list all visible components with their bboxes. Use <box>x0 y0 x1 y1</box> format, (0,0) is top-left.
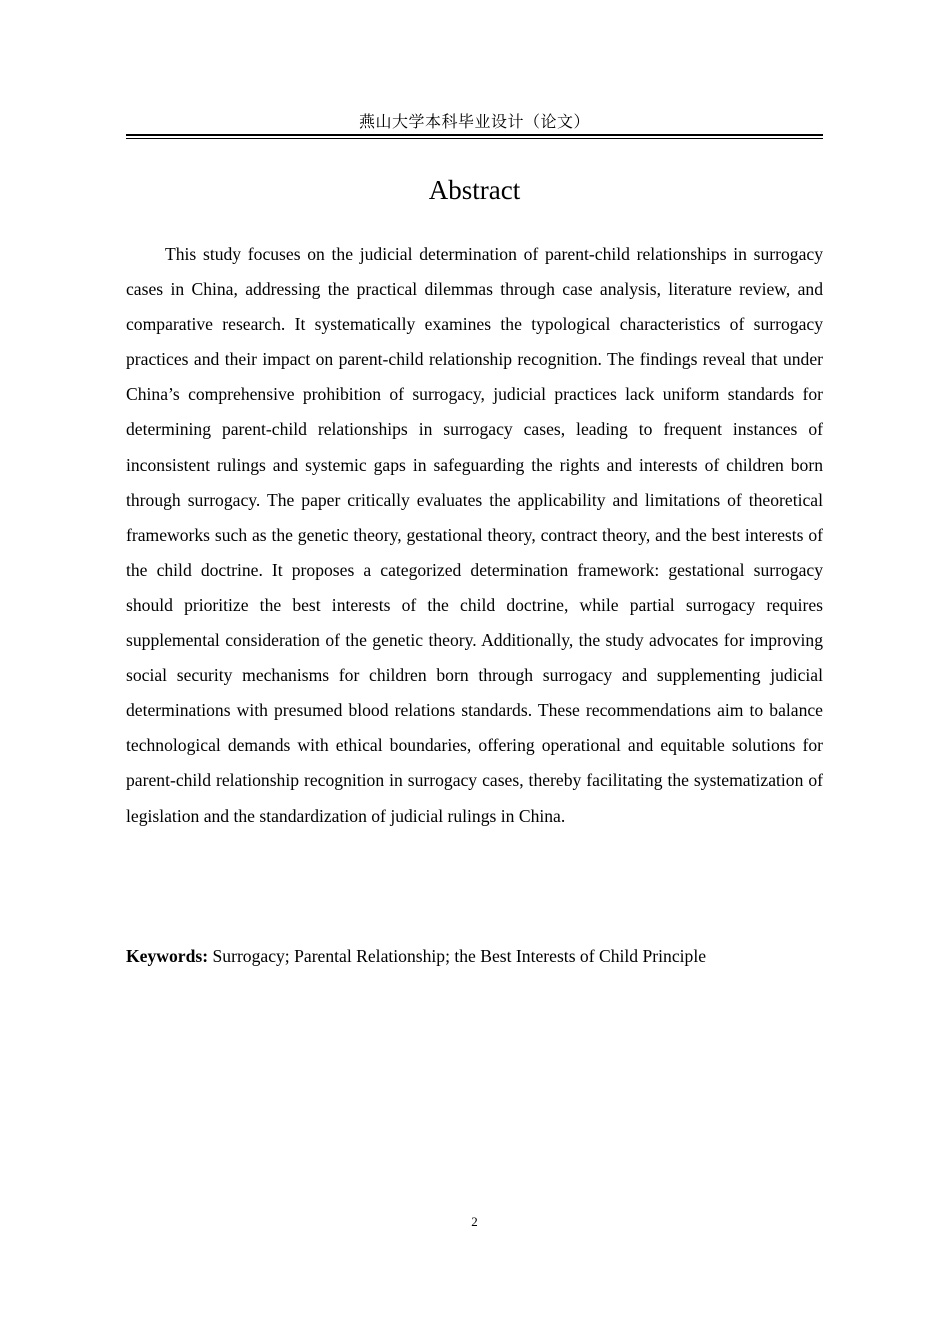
running-header: 燕山大学本科毕业设计（论文） <box>358 112 590 131</box>
keywords-label: Keywords: <box>126 946 209 966</box>
abstract-paragraph: This study focuses on the judicial determination of parent-child relationships in surrogacy cases in China, addressing the practical dilemmas through case analysis, literature review, and comparative research. It systematically examines the typological characteristics of surrogacy practices and their impact on parent-child relationship recognition. The findings reveal that under China’s comprehensive prohibition of surrogacy, judicial practices lack uniform standards for determining parent-child relationships in surrogacy cases, leading to frequent instances of inconsistent rulings and systemic gaps in safeguarding the rights and interests of children born through surrogacy. The paper critically evaluates the applicability and limitations of theoretical frameworks such as the genetic theory, gestational theory, contract theory, and the best interests of the child doctrine. It proposes a categorized determination framework: gestational surrogacy should prioritize the best interests of the child doctrine, while partial surrogacy requires supplemental consideration of the genetic theory. Additionally, the study advocates for improving social security mechanisms for children born through surrogacy and supplementing judicial determinations with presumed blood relations standards. These recommendations aim to balance technological demands with ethical boundaries, offering operational and equitable solutions for parent-child relationship recognition in surrogacy cases, thereby facilitating the systematization of legislation and the standardization of judicial rulings in China. <box>126 244 823 826</box>
keywords-value: Surrogacy; Parental Relationship; the Best Interests of Child Principle <box>212 946 707 966</box>
keywords-line <box>126 941 823 971</box>
header-rule-thick <box>126 134 823 136</box>
abstract-heading: Abstract <box>428 175 521 205</box>
header-rule-thin <box>126 138 823 139</box>
page-number: 2 <box>471 1214 478 1229</box>
